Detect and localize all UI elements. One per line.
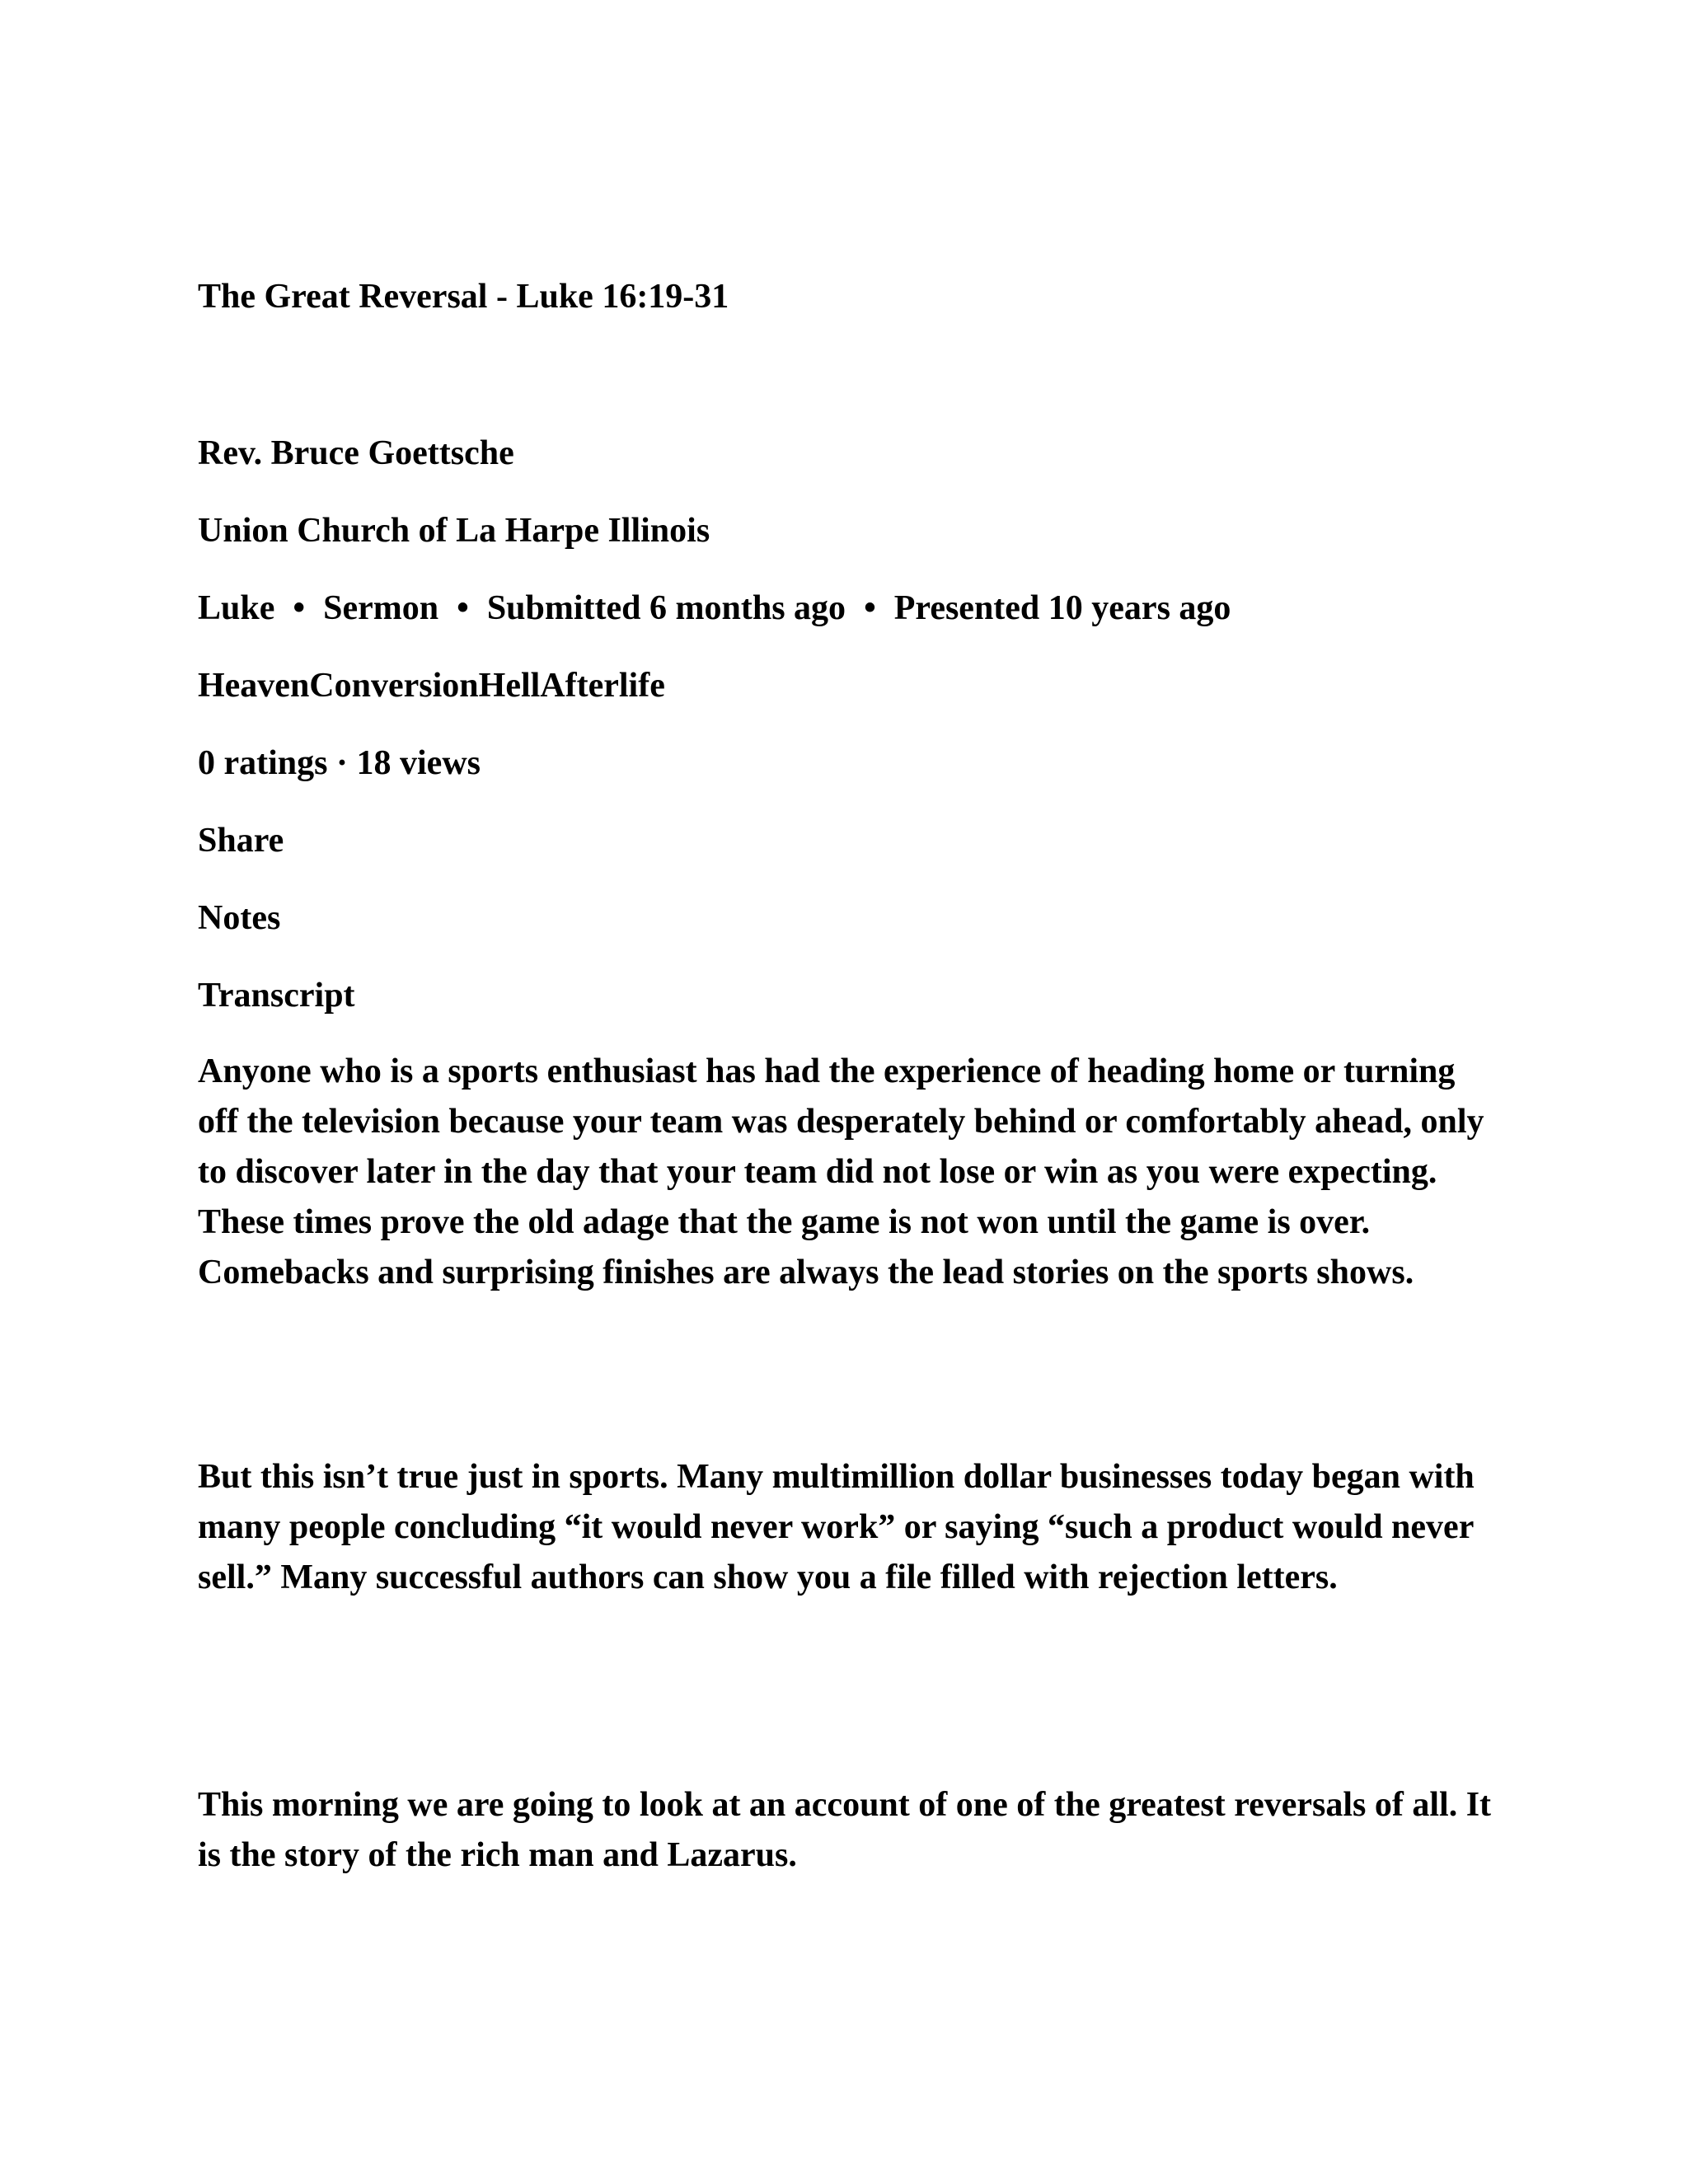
transcript-paragraph-3: This morning we are going to look at an account of one of the greatest reversals of all. It is the story of the rich man and Lazarus. xyxy=(198,1786,1492,1874)
transcript-paragraph-1: Anyone who is a sports enthusiast has had the experience of heading home or turning off the television because your team was desperately behind or comfortably ahead, only to discover later in the day that your team did not lose or win as you were expecting. These times prove the old adage that the game is not won until the game is over. Comebacks and surprising finishes are always the lead stories on the sports shows. xyxy=(198,1052,1484,1291)
church-name: Union Church of La Harpe Illinois xyxy=(198,512,710,550)
meta-book[interactable]: Luke xyxy=(198,589,275,627)
sermon-tags[interactable]: HeavenConversionHellAfterlife xyxy=(198,667,665,705)
rating-stats: 0 ratings · 18 views xyxy=(198,744,481,782)
meta-separator: • xyxy=(457,589,469,627)
share-link[interactable]: Share xyxy=(198,822,284,860)
sermon-meta xyxy=(198,588,1231,628)
meta-presented: Presented 10 years ago xyxy=(893,589,1231,627)
author-name: Rev. Bruce Goettsche xyxy=(198,434,514,472)
transcript-tab[interactable]: Transcript xyxy=(198,977,355,1015)
transcript-paragraph-2: But this isn’t true just in sports. Many multimillion dollar businesses today began with many people concluding “it would never work” or saying “such a product would never sell.” Many successful authors can show you a file filled with rejection letters. xyxy=(198,1458,1475,1596)
notes-tab[interactable]: Notes xyxy=(198,899,281,937)
meta-separator: • xyxy=(864,589,876,627)
sermon-title: The Great Reversal - Luke 16:19-31 xyxy=(198,278,729,316)
meta-type: Sermon xyxy=(323,589,439,627)
meta-separator: • xyxy=(293,589,306,627)
meta-submitted: Submitted 6 months ago xyxy=(486,589,846,627)
